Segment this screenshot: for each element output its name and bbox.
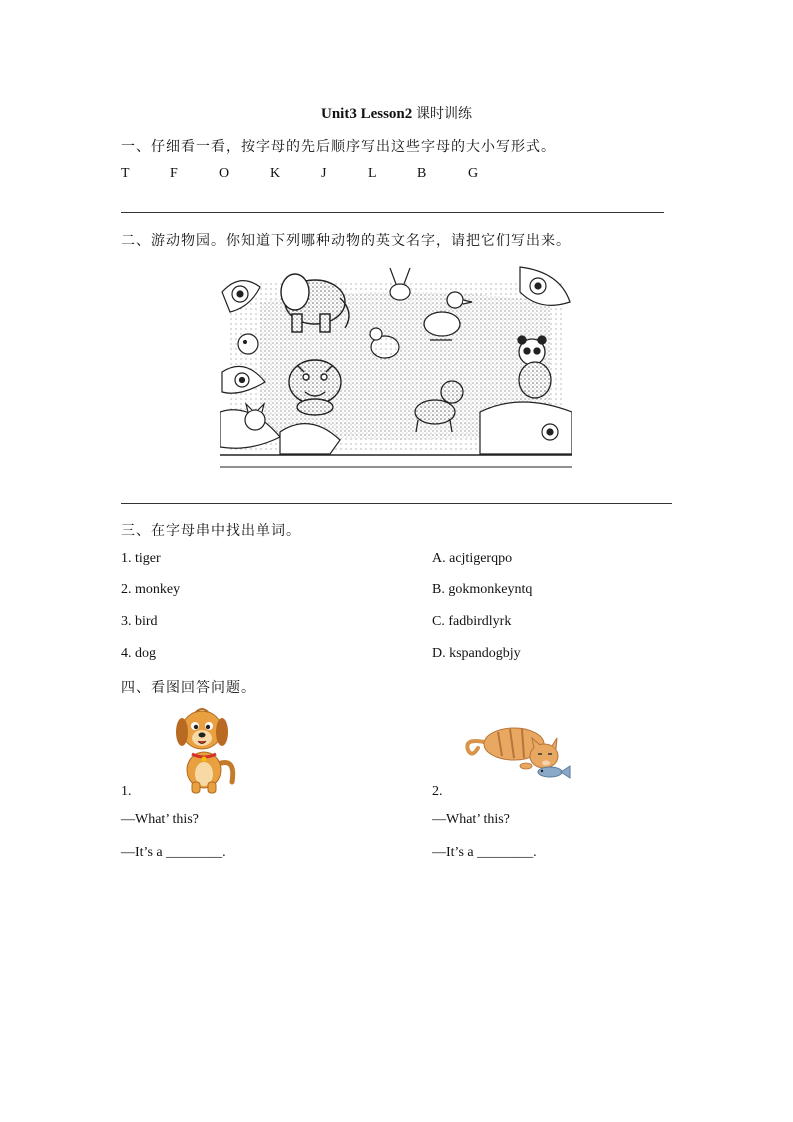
letter-row [121,166,501,186]
letter-item: B [417,166,427,181]
word-item: 1. tiger [121,551,161,566]
section3-heading: 三、在字母串中找出单词。 [121,523,301,539]
word-item: 3. bird [121,614,158,629]
letter-item: J [321,166,327,181]
answer-1-blank[interactable]: —It’s a ________. [121,845,226,860]
question-1-text: —What’ this? [121,812,199,827]
cat-picture [462,718,572,784]
fish-icon [538,766,570,778]
letter-item: G [468,166,479,181]
zoo-illustration [220,262,572,470]
letter-string: C. fadbirdlyrk [432,614,512,629]
tiger-icon [289,360,341,415]
word-item: 4. dog [121,646,156,661]
letter-string: D. kspandogbjy [432,646,521,661]
chick-icon [238,334,258,354]
answer-line-2[interactable] [121,503,672,504]
question-2-text: —What’ this? [432,812,510,827]
letter-string: B. gokmonkeyntq [432,582,533,597]
question-number-1: 1. [121,784,132,799]
dog-picture [168,702,240,794]
section2-heading: 二、游动物园。你知道下列哪种动物的英文名字，请把它们写出来。 [121,233,571,249]
letter-item: K [270,166,281,181]
word-item: 2. monkey [121,582,181,597]
page-title [0,103,793,123]
answer-line-1[interactable] [121,212,664,213]
answer-2-blank[interactable]: —It’s a ________. [432,845,537,860]
question-number-2: 2. [432,784,443,799]
letter-item: T [121,166,130,181]
letter-item: F [170,166,178,181]
letter-item: L [368,166,377,181]
title-cn: 课时训练 [416,106,473,122]
section1-heading: 一、仔细看一看，按字母的先后顺序写出这些字母的大小写形式。 [121,139,556,155]
letter-item: O [219,166,230,181]
letter-string: A. acjtigerqpo [432,551,513,566]
title-en: Unit3 Lesson2 [320,106,413,122]
section4-heading: 四、看图回答问题。 [121,680,256,696]
